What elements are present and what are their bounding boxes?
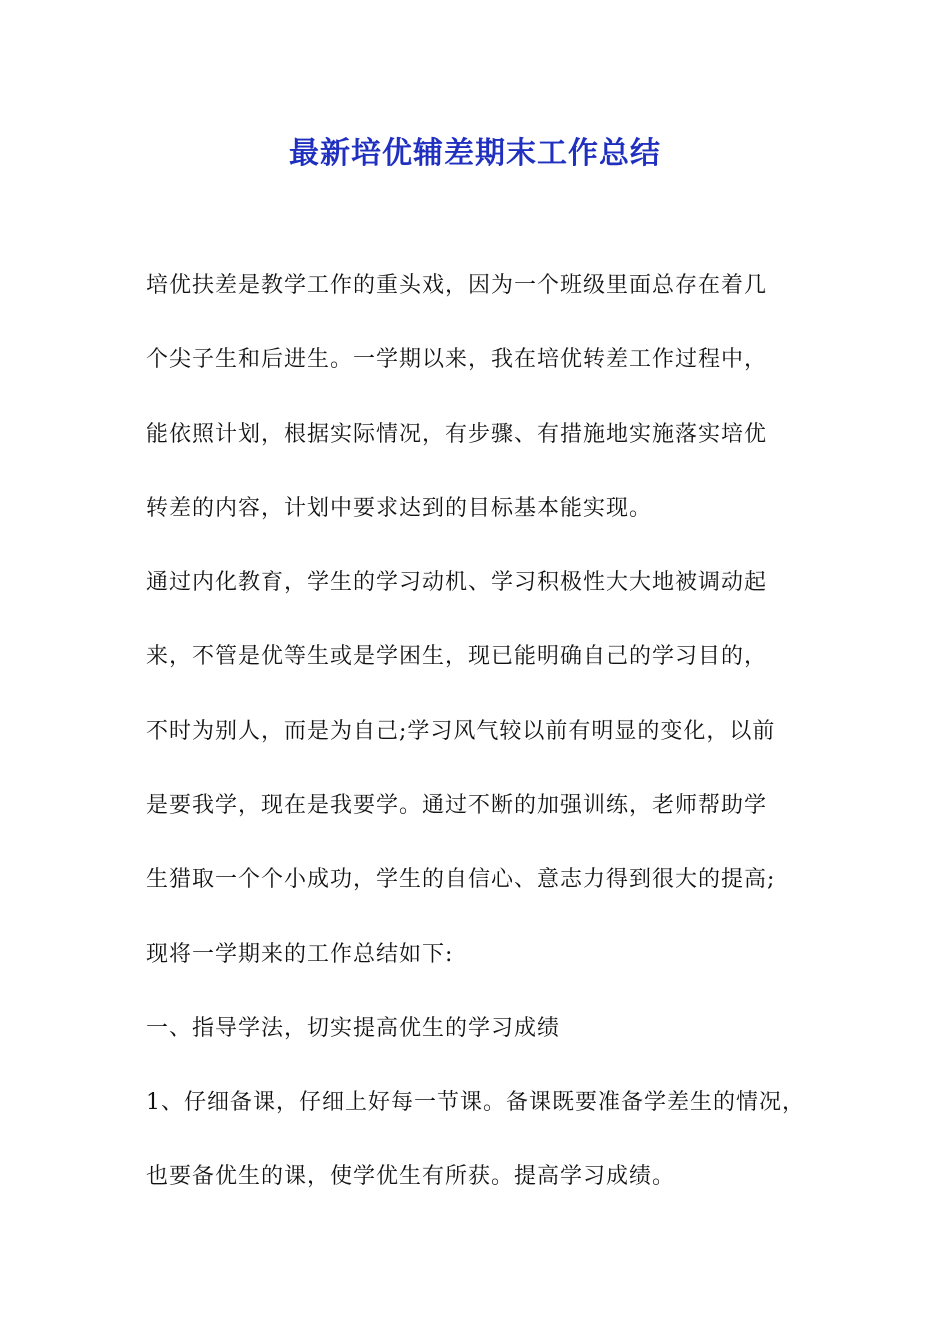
paragraph-line: 通过内化教育，学生的学习动机、学习积极性大大地被调动起: [146, 570, 768, 595]
paragraph-line: 生猎取一个个小成功，学生的自信心、意志力得到很大的提高;: [146, 867, 776, 892]
paragraph-line: 培优扶差是教学工作的重头戏，因为一个班级里面总存在着几: [146, 273, 768, 298]
paragraph-line: 个尖子生和后进生。一学期以来，我在培优转差工作过程中，: [146, 347, 768, 372]
paragraph-line: 不时为别人，而是为自己;学习风气较以前有明显的变化，以前: [146, 719, 776, 744]
paragraph-line: 也要备优生的课，使学优生有所获。提高学习成绩。: [146, 1164, 676, 1189]
paragraph-line: 能依照计划，根据实际情况，有步骤、有措施地实施落实培优: [146, 422, 768, 447]
paragraph-line: 转差的内容，计划中要求达到的目标基本能实现。: [146, 496, 653, 521]
paragraph-line: 是要我学，现在是我要学。通过不断的加强训练，老师帮助学: [146, 793, 768, 818]
paragraph-line: 1、仔细备课，仔细上好每一节课。备课既要准备学差生的情况，: [146, 1090, 805, 1115]
paragraph-line: 现将一学期来的工作总结如下:: [146, 942, 454, 967]
section-heading: 一、指导学法，切实提高优生的学习成绩: [146, 1016, 561, 1041]
document-title: 最新培优辅差期末工作总结: [289, 136, 661, 171]
paragraph-line: 来，不管是优等生或是学困生，现已能明确自己的学习目的，: [146, 644, 768, 669]
